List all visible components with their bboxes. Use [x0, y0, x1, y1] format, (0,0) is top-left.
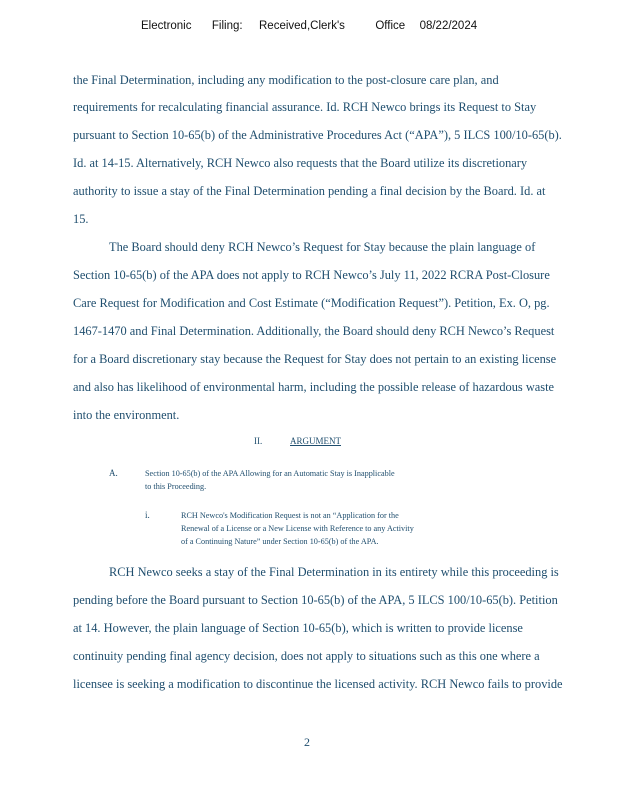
text-line: authority to issue a stay of the Final Determination pending a final decision by the Board. Id. at	[73, 184, 546, 198]
text-line: licensee is seeking a modification to discontinue the licensed activity. RCH Newco fails to provide	[73, 677, 563, 691]
text-line: continuity pending final agency decision, does not apply to situations such as this one where a	[73, 649, 540, 663]
text-line: for a Board discretionary stay because the Request for Stay does not pertain to an existing license	[73, 352, 557, 366]
text-line: Section 10-65(b) of the APA does not apply to RCH Newco’s July 11, 2022 RCRA Post-Closure	[73, 268, 550, 282]
argument-heading: ARGUMENT	[290, 436, 341, 446]
text-line: the Final Determination, including any modification to the post-closure care plan, and	[73, 73, 499, 87]
argument-number: II.	[254, 436, 263, 446]
header-received: Received,Clerk's	[259, 20, 345, 32]
header-date: 08/22/2024	[419, 20, 478, 32]
page-number: 2	[304, 735, 310, 749]
text-line: Care Request for Modification and Cost Estimate (“Modification Request”). Petition, Ex. O, pg.	[73, 296, 550, 310]
text-line: The Board should deny RCH Newco’s Request for Stay because the plain language of	[109, 240, 536, 254]
section-i-title-line-2: Renewal of a License or a New License with Reference to any Activity	[181, 524, 414, 533]
text-line: pending before the Board pursuant to Section 10-65(b) of the APA, 5 ILCS 100/10-65(b). Petition	[73, 593, 558, 607]
text-line: into the environment.	[73, 408, 180, 422]
section-i-numeral: i.	[145, 510, 150, 520]
header-electronic: Electronic	[141, 20, 192, 32]
text-line: 1467-1470 and Final Determination. Additionally, the Board should deny RCH Newco’s Request	[73, 324, 555, 338]
section-i-title-line-1: RCH Newco's Modification Request is not an “Application for the	[181, 511, 399, 520]
text-line: Id. at 14-15. Alternatively, RCH Newco also requests that the Board utilize its discretionary	[73, 156, 528, 170]
section-i-title-line-3: of a Continuing Nature” under Section 10-65(b) of the APA.	[181, 537, 379, 546]
header-filing: Filing:	[211, 20, 243, 32]
section-a-letter: A.	[109, 468, 118, 478]
text-line: 15.	[73, 212, 89, 226]
text-line: pursuant to Section 10-65(b) of the Administrative Procedures Act (“APA”), 5 ILCS 100/10-65(b).	[73, 128, 562, 142]
section-a-title-line-1: Section 10-65(b) of the APA Allowing for an Automatic Stay is Inapplicable	[145, 469, 395, 478]
text-line: RCH Newco seeks a stay of the Final Determination in its entirety while this proceeding is	[109, 565, 559, 579]
text-line: requirements for recalculating financial assurance. Id. RCH Newco brings its Request to Stay	[73, 100, 537, 114]
section-a-title-line-2: to this Proceeding.	[145, 482, 207, 491]
text-line: at 14. However, the plain language of Section 10-65(b), which is written to provide license	[73, 621, 523, 635]
text-line: and also has likelihood of environmental harm, including the possible release of hazardous waste	[73, 380, 555, 394]
header-office: Office	[375, 20, 406, 32]
efiling-header	[141, 20, 477, 32]
